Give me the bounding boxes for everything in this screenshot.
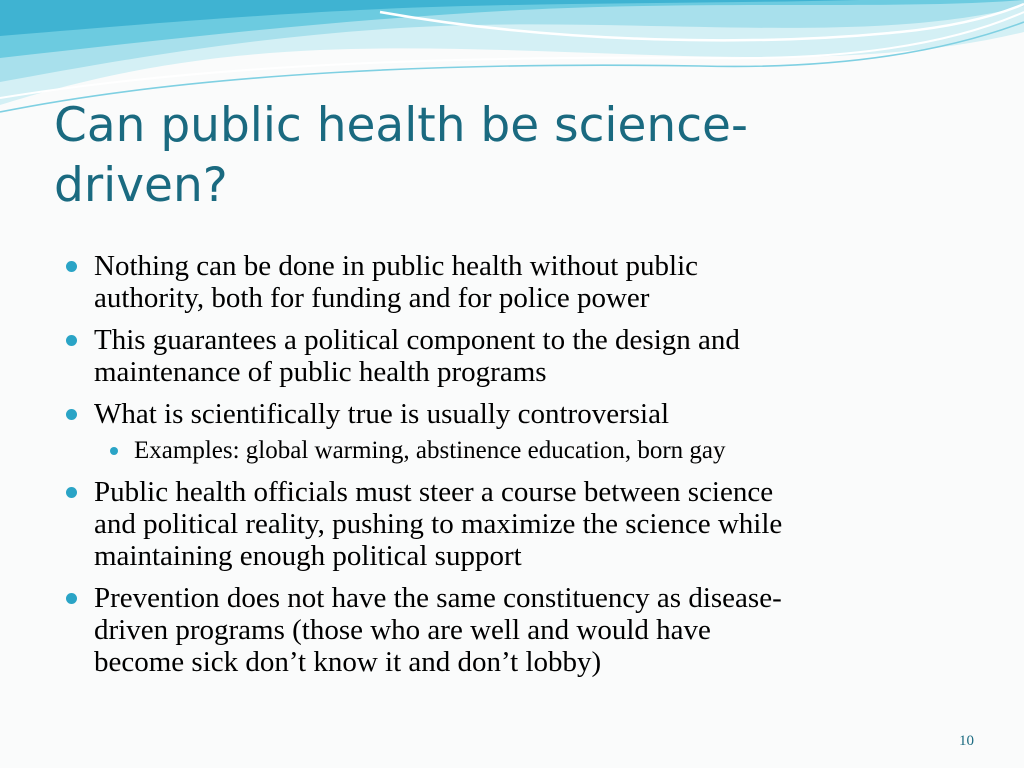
slide-title-line-1: Can public health be science- — [54, 98, 748, 153]
bullet-dot-icon — [66, 335, 77, 346]
bullet-dot-icon — [66, 261, 77, 272]
bullet-item — [60, 250, 980, 314]
bullet-text: become sick don’t know it and don’t lobby) — [94, 646, 602, 678]
bullet-text: and political reality, pushing to maximize the science while — [94, 508, 783, 540]
bullet-text: What is scientifically true is usually controversial — [94, 398, 670, 430]
slide-title-line-2: driven? — [54, 158, 228, 213]
bullet-item — [60, 324, 980, 388]
bullet-text: Prevention does not have the same constituency as disease- — [94, 582, 782, 614]
sub-bullet-list — [94, 436, 980, 466]
sub-bullet-dot-icon — [110, 447, 118, 455]
bullet-text: authority, both for funding and for police power — [94, 282, 650, 314]
bullet-text: Public health officials must steer a course between science — [94, 476, 774, 508]
page-number: 10 — [959, 733, 974, 749]
bullet-text: maintaining enough political support — [94, 540, 522, 572]
bullet-item — [60, 582, 980, 678]
bullet-dot-icon — [66, 593, 77, 604]
bullet-dot-icon — [66, 487, 77, 498]
sub-bullet-text: Examples: global warming, abstinence education, born gay — [134, 437, 726, 464]
bullet-item — [60, 476, 980, 572]
bullet-text: driven programs (those who are well and would have — [94, 614, 711, 646]
bullet-list — [60, 250, 980, 688]
slide-title — [54, 96, 954, 216]
sub-bullet-item — [94, 436, 980, 466]
bullet-text: Nothing can be done in public health without public — [94, 250, 699, 282]
bullet-item — [60, 398, 980, 466]
bullet-text: This guarantees a political component to the design and — [94, 324, 740, 356]
bullet-text: maintenance of public health programs — [94, 356, 547, 388]
bullet-dot-icon — [66, 409, 77, 420]
